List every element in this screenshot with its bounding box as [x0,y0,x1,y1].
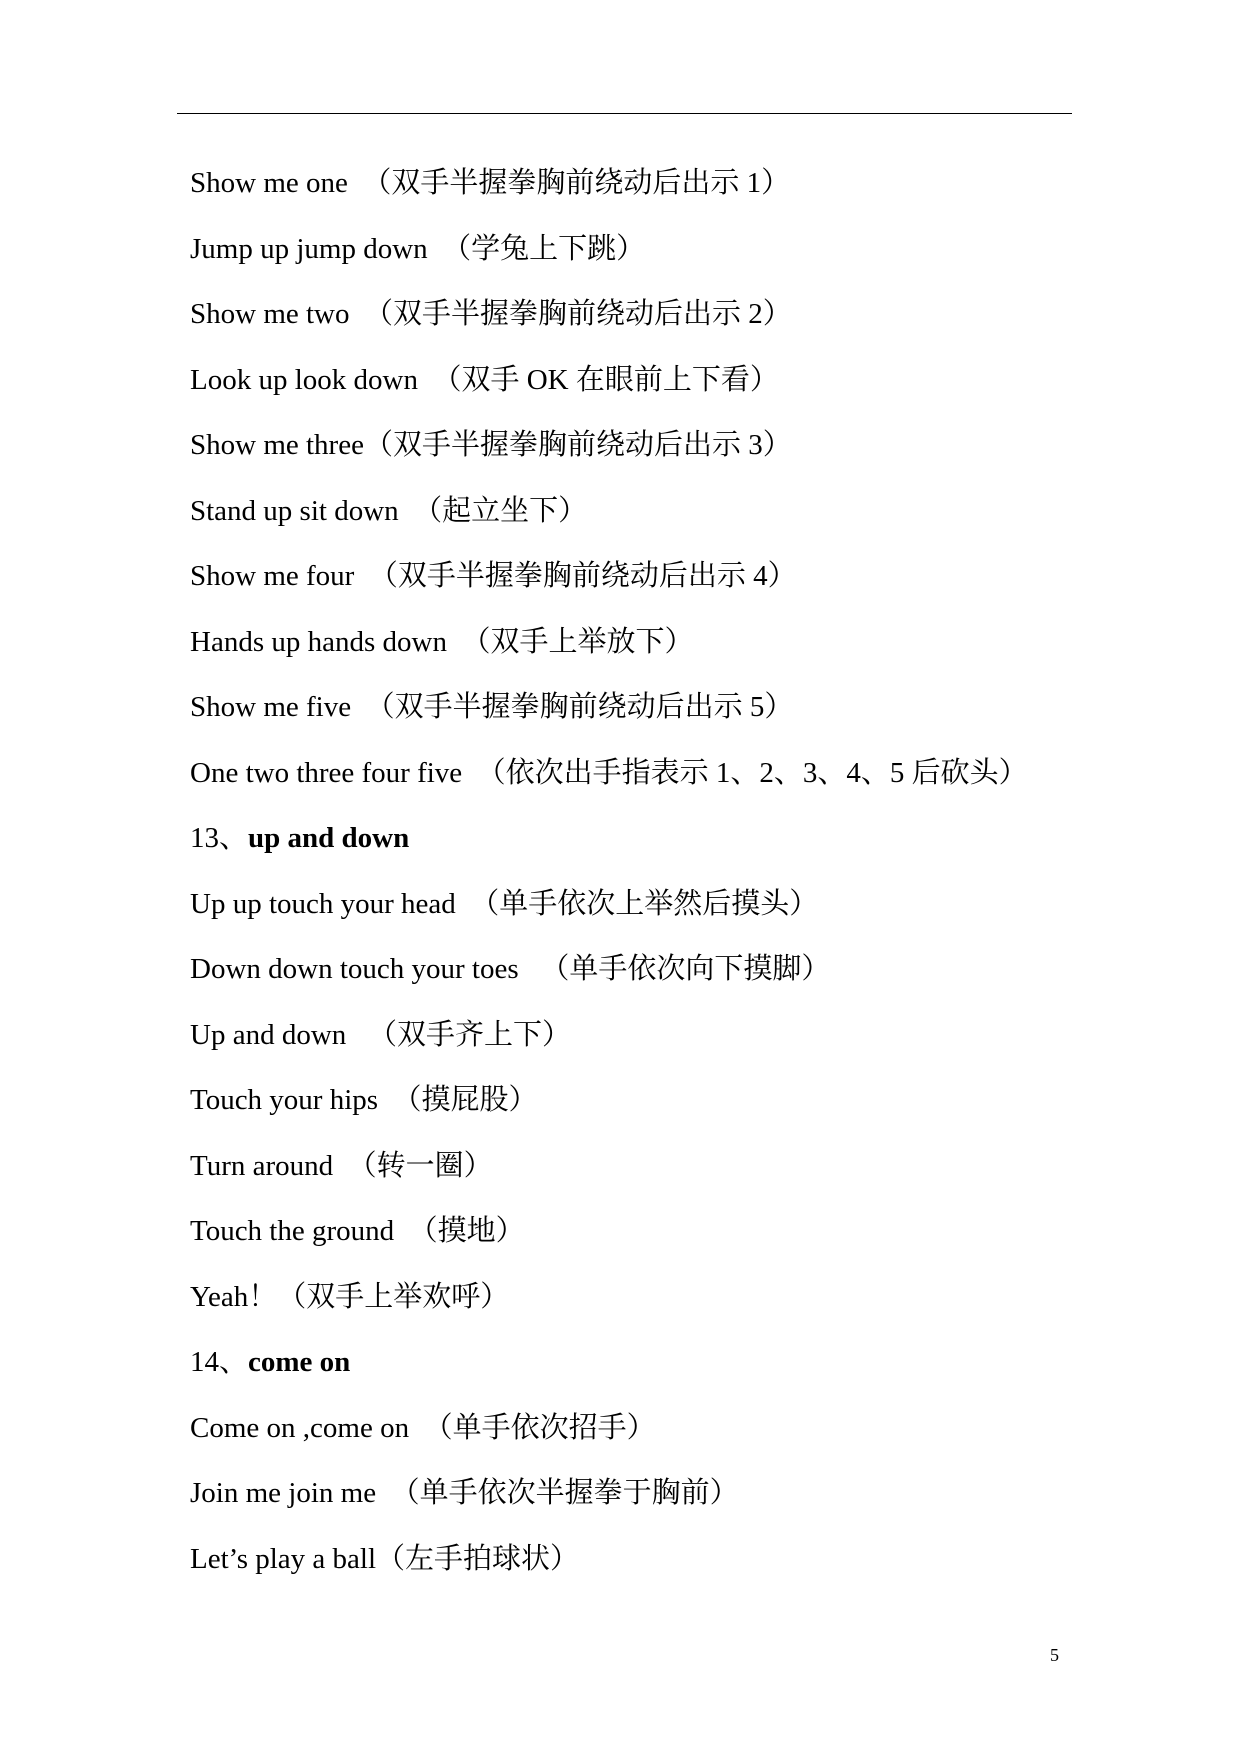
section-number: 14、 [190,1346,249,1378]
section-heading [190,806,1190,872]
text-line: Jump up jump down （学兔上下跳） [190,232,646,265]
text-line: Up up touch your head （单手依次上举然后摸头） [190,887,819,920]
text-line: Yeah！（双手上举欢呼） [190,1280,510,1313]
text-line: Show me four （双手半握拳胸前绕动后出示 4） [190,560,797,592]
text-line: Touch your hips （摸屁股） [190,1084,538,1116]
text-line: Show me two （双手半握拳胸前绕动后出示 2） [190,298,792,330]
text-line: Show me five （双手半握拳胸前绕动后出示 5） [190,691,794,723]
header-rule [177,113,1072,114]
text-line: Look up look down （双手 OK 在眼前上下看） [190,363,779,396]
text-line: Let’s play a ball（左手拍球状） [190,1542,580,1575]
text-line: Stand up sit down （起立坐下） [190,494,588,527]
section-title: come on [248,1346,351,1378]
text-line: Join me join me （单手依次半握拳于胸前） [190,1477,739,1509]
page-number: 5 [1050,1645,1059,1665]
text-line: Turn around （转一圈） [190,1149,493,1182]
text-line: Show me three（双手半握拳胸前绕动后出示 3） [190,429,792,461]
text-line: Show me one （双手半握拳胸前绕动后出示 1） [190,167,791,199]
section-heading [190,1330,1190,1396]
section-title: up and down [248,822,410,854]
section-number: 13、 [190,822,249,854]
document-body [190,151,1190,1592]
text-line: Up and down （双手齐上下） [190,1018,572,1051]
text-line: One two three four five （依次出手指表示 1、2、3、4、5 后砍头） [190,756,1028,789]
text-line: Down down touch your toes （单手依次向下摸脚） [190,953,831,985]
text-line: Come on ,come on （单手依次招手） [190,1411,656,1444]
text-line: Hands up hands down （双手上举放下） [190,625,694,658]
text-line: Touch the ground （摸地） [190,1215,525,1247]
